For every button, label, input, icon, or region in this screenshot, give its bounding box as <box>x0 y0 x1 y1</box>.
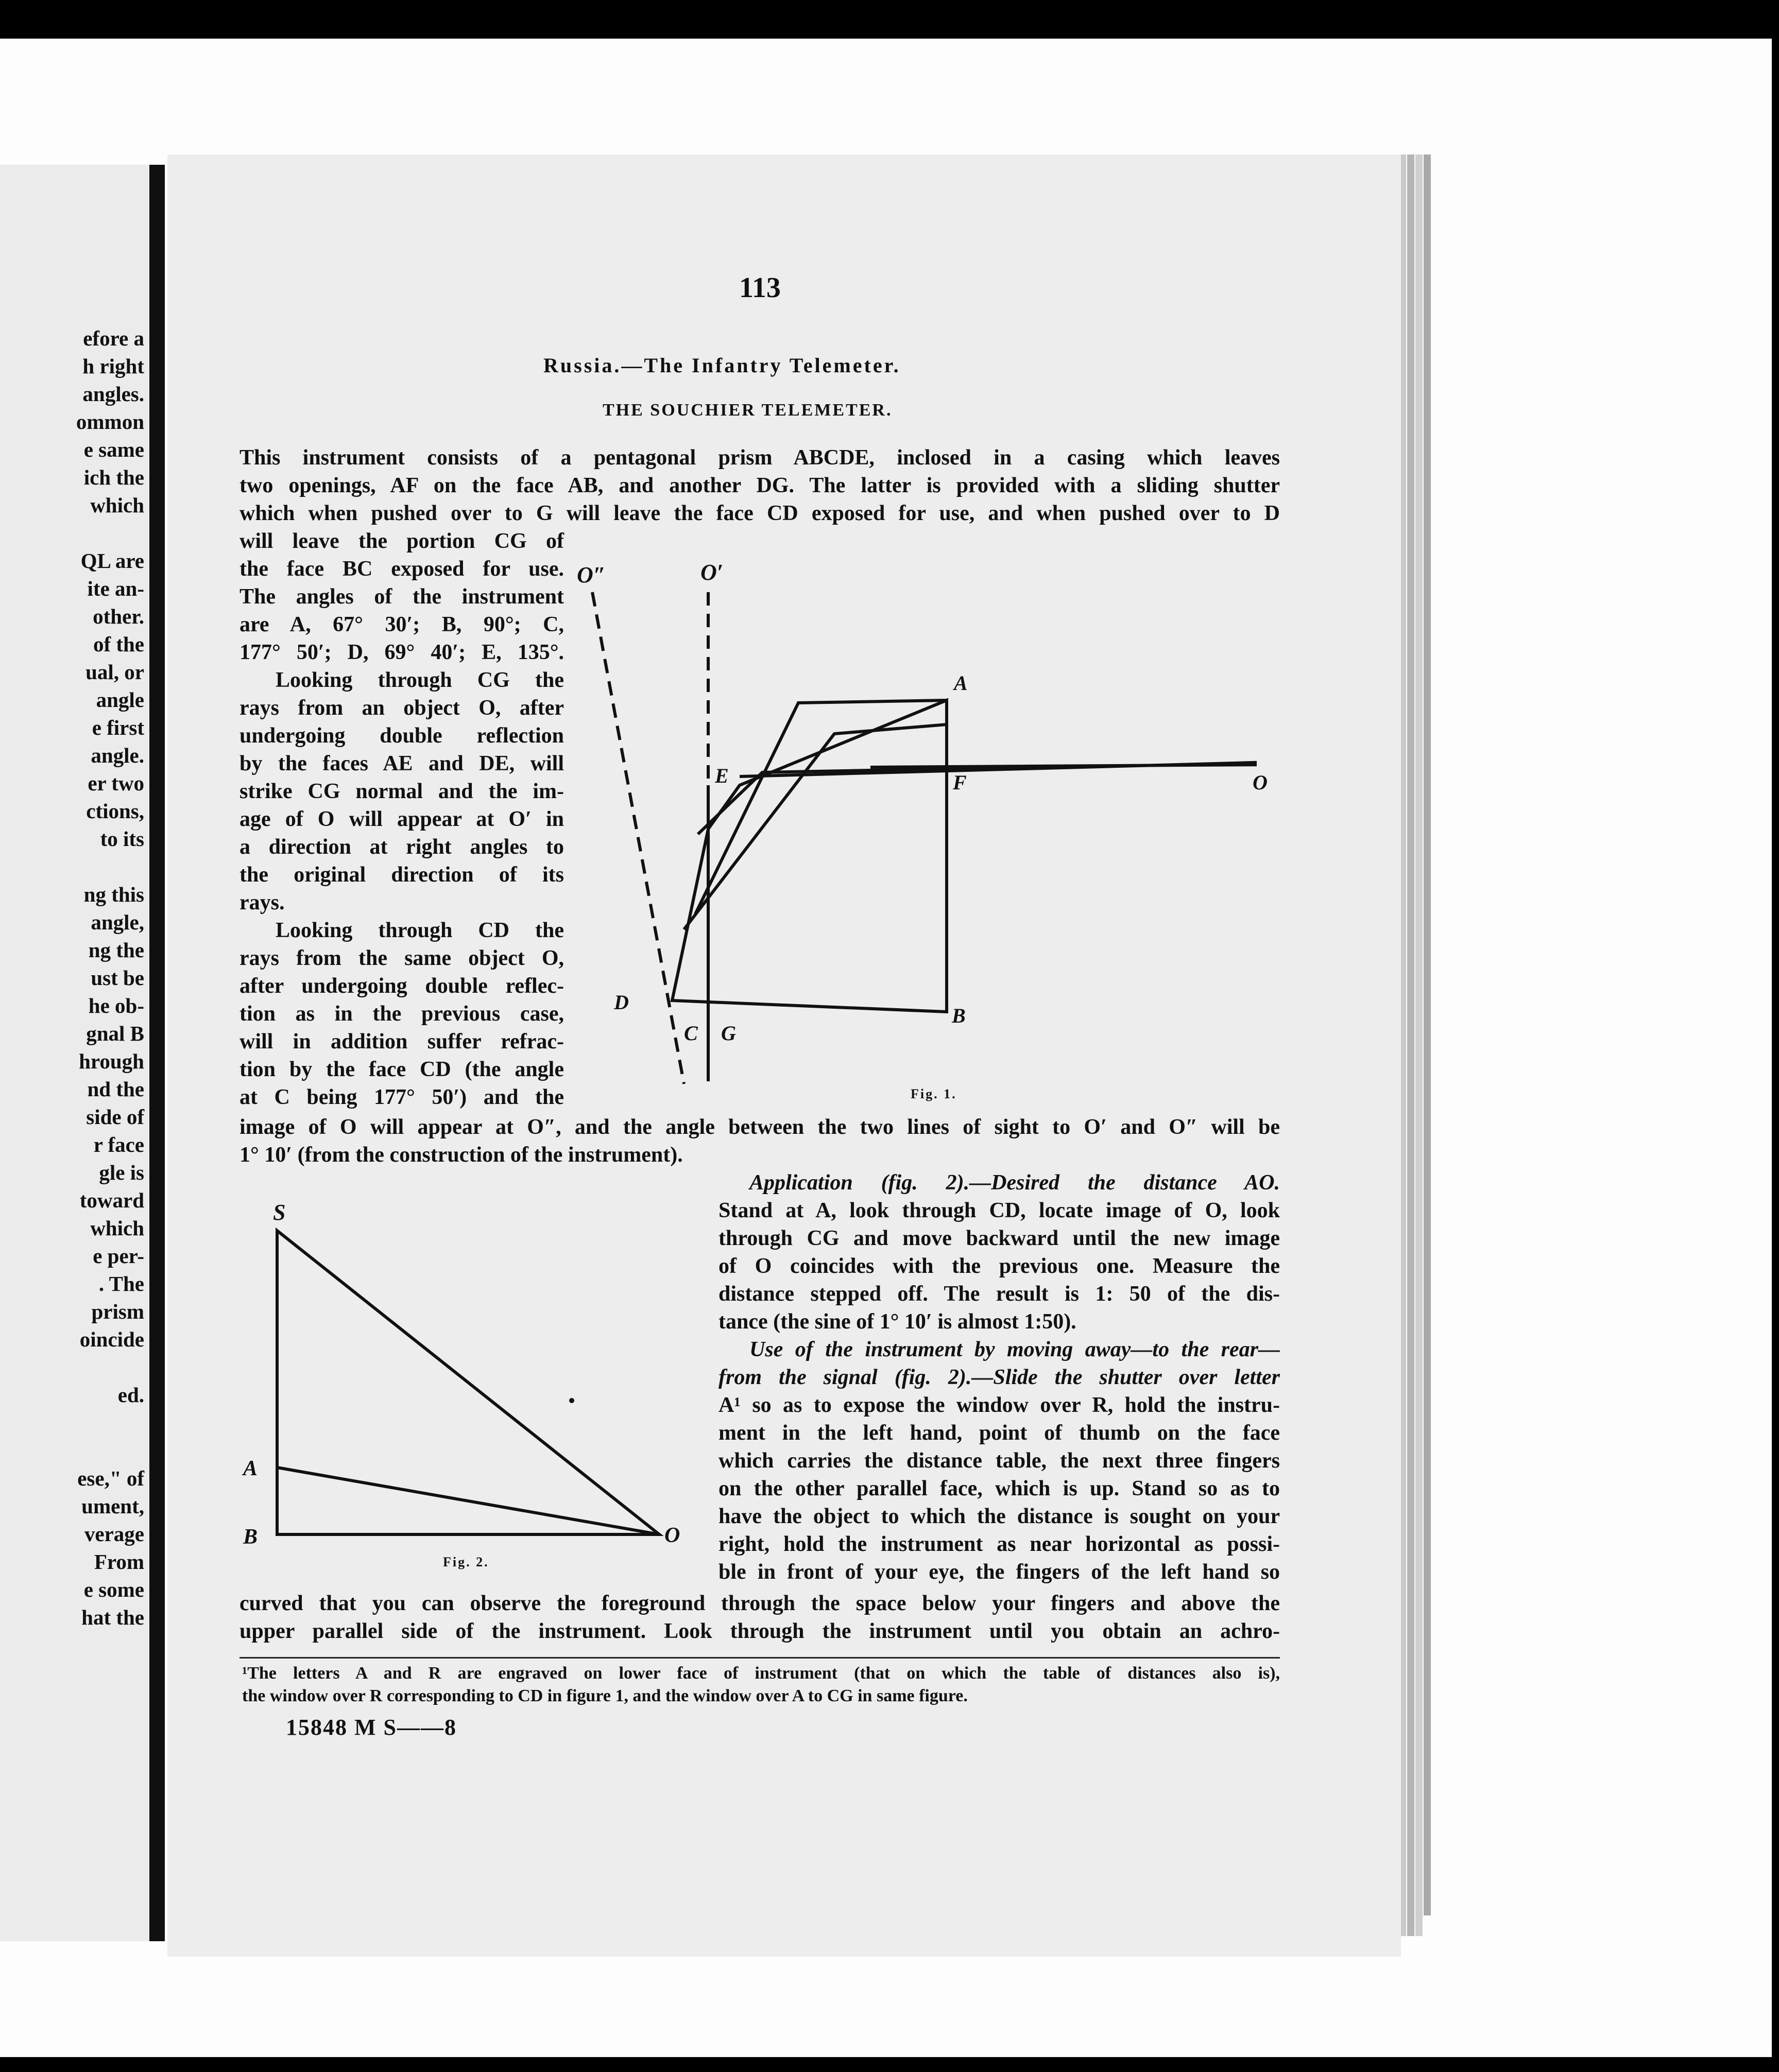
left-page-line: ual, or <box>85 660 144 684</box>
page-edge <box>1407 154 1414 1936</box>
body-line: are A, 67° 30′; B, 90°; C, <box>240 613 564 636</box>
ray-line <box>870 765 1257 767</box>
left-page-line: other. <box>93 605 144 628</box>
body-line: right, hold the instrument as near horizontal as possi- <box>719 1532 1280 1556</box>
body-line: will in addition suffer refrac- <box>240 1030 564 1054</box>
fig1-label-b: B <box>952 1004 966 1027</box>
body-line: rays from an object O, after <box>240 696 564 720</box>
fig1-label-o: O <box>1253 771 1268 794</box>
left-page-line: ich the <box>83 465 144 489</box>
fig2-caption: Fig. 2. <box>443 1555 489 1569</box>
body-line: image of O will appear at O″, and the angle between the two lines of sight to O′ and O″ will be <box>240 1115 1280 1139</box>
body-line: The angles of the instrument <box>240 585 564 609</box>
figure-1-diagram <box>567 554 1257 1104</box>
left-page-line: r face <box>93 1133 144 1156</box>
left-page-line: angle. <box>91 744 144 767</box>
fig1-label-o1: O′ <box>700 560 724 585</box>
body-line: tion as in the previous case, <box>240 1002 564 1026</box>
body-line: age of O will appear at O′ in <box>240 807 564 831</box>
body-line: of O coincides with the previous one. Measure the <box>719 1254 1280 1278</box>
body-line: tance (the sine of 1° 10′ is almost 1:50). <box>719 1310 1076 1334</box>
left-page-line: hat the <box>81 1605 144 1629</box>
footnote-rule <box>240 1657 1280 1659</box>
left-page-line: er two <box>88 771 144 795</box>
intro-line: This instrument consists of a pentagonal prism ABCDE, inclosed in a casing which leaves <box>240 446 1280 470</box>
left-page-line: e same <box>83 438 144 461</box>
left-page-line: QL are <box>80 549 144 573</box>
body-line: Looking through CD the <box>276 919 564 942</box>
body-line: after undergoing double reflec- <box>240 974 564 998</box>
left-page-line: ed. <box>117 1383 144 1407</box>
page-edge <box>1415 154 1423 1936</box>
left-page-line: nd the <box>87 1077 144 1101</box>
left-page-line: of the <box>93 632 144 656</box>
body-line: upper parallel side of the instrument. Look through the instrument until you obtain an achro- <box>240 1619 1280 1643</box>
body-line: Looking through CG the <box>276 668 564 692</box>
left-page-line: side of <box>86 1105 144 1129</box>
right-triangle <box>277 1231 659 1534</box>
body-line: ment in the left hand, point of thumb on the face <box>719 1421 1280 1445</box>
body-line: ble in front of your eye, the fingers of the left hand so <box>719 1560 1280 1584</box>
left-page-line: gnal B <box>86 1022 144 1045</box>
fig1-label-a: A <box>954 671 968 695</box>
body-line: the face BC exposed for use. <box>240 557 564 581</box>
left-page-line: ctions, <box>86 799 144 823</box>
body-line: strike CG normal and the im- <box>240 780 564 803</box>
left-page-line: prism <box>91 1300 144 1323</box>
body-line: curved that you can observe the foreground through the space below your fingers and above the <box>240 1592 1280 1615</box>
left-page-line: ite an- <box>87 577 144 600</box>
fig2-label-o: O <box>664 1524 680 1547</box>
body-line: at C being 177° 50′) and the <box>240 1085 564 1109</box>
left-page-line: ument, <box>81 1494 144 1518</box>
body-line: which carries the distance table, the next three fingers <box>719 1449 1280 1473</box>
left-page-line: which <box>90 1216 144 1240</box>
body-line: Stand at A, look through CD, locate image of O, look <box>719 1199 1280 1222</box>
left-page-line: ng the <box>88 938 144 962</box>
section-subtitle: THE SOUCHIER TELEMETER. <box>603 401 893 420</box>
left-page-line: which <box>90 493 144 517</box>
fig1-label-c: C <box>684 1022 698 1045</box>
body-line: by the faces AE and DE, will <box>240 752 564 775</box>
left-page-line: he ob- <box>88 994 144 1017</box>
left-page-line: to its <box>100 827 144 851</box>
fig1-label-o2: O″ <box>577 562 606 588</box>
body-line: a direction at right angles to <box>240 835 564 859</box>
fig1-label-d: D <box>614 991 629 1014</box>
body-line: on the other parallel face, which is up. Stand so as to <box>719 1477 1280 1500</box>
body-line: from the signal (fig. 2).—Slide the shutter over letter <box>719 1366 1280 1389</box>
ray-line <box>695 700 947 914</box>
left-page-line: h right <box>82 354 144 378</box>
footnote-line: the window over R corresponding to CD in figure 1, and the window over A to CG in same figure. <box>242 1686 968 1705</box>
fig2-label-b: B <box>243 1525 258 1549</box>
page-number: 113 <box>739 272 781 304</box>
left-page-line: angle <box>96 688 144 712</box>
dashed-sight-line-o2 <box>592 592 684 1084</box>
figure-2-diagram <box>232 1195 695 1545</box>
speck <box>569 1398 574 1403</box>
fig1-label-g: G <box>721 1022 736 1045</box>
body-line: Use of the instrument by moving away—to the rear— <box>749 1338 1280 1361</box>
left-page-line: . The <box>98 1272 144 1296</box>
body-line: through CG and move backward until the new image <box>719 1227 1280 1250</box>
printer-signature: 15848 M S——8 <box>286 1715 457 1740</box>
left-page-line: efore a <box>83 326 144 350</box>
intro-line: two openings, AF on the face AB, and another DG. The latter is provided with a sliding shutter <box>240 474 1280 497</box>
body-line: distance stepped off. The result is 1: 50 of the dis- <box>719 1282 1280 1306</box>
body-line: tion by the face CD (the angle <box>240 1058 564 1081</box>
left-page-line: gle is <box>99 1161 144 1184</box>
body-line: rays from the same object O, <box>240 946 564 970</box>
left-page-line: hrough <box>79 1049 144 1073</box>
fig1-caption: Fig. 1. <box>911 1086 957 1101</box>
book-spine <box>149 165 165 1941</box>
left-page-line: e first <box>92 716 144 739</box>
body-line: 177° 50′; D, 69° 40′; E, 135°. <box>240 641 564 664</box>
left-page-line: verage <box>84 1522 144 1546</box>
fig1-label-f: F <box>953 771 967 794</box>
fig2-label-a: A <box>243 1457 258 1480</box>
intro-line: which when pushed over to G will leave the face CD exposed for use, and when pushed over to D <box>240 502 1280 525</box>
fig2-label-s: S <box>273 1200 286 1225</box>
left-page-line: ng this <box>83 883 144 906</box>
left-page-line: From <box>94 1550 144 1574</box>
body-line: will leave the portion CG of <box>240 529 564 553</box>
left-page-line: ommon <box>76 410 144 434</box>
prism-outline <box>672 700 947 1012</box>
body-line: A¹ so as to expose the window over R, hold the instru- <box>719 1393 1280 1417</box>
left-page-line: ust be <box>91 966 144 990</box>
left-page-line: oincide <box>79 1327 144 1351</box>
page-edge <box>1424 154 1431 1915</box>
body-line: 1° 10′ (from the construction of the instrument). <box>240 1143 683 1167</box>
left-page-line: ese," of <box>77 1466 144 1490</box>
fig1-label-e: E <box>715 764 729 787</box>
left-page-line: toward <box>79 1188 144 1212</box>
line-a-to-o <box>277 1467 659 1534</box>
footnote-line: ¹The letters A and R are engraved on lower face of instrument (that on which the table of distances also is), <box>242 1664 1280 1683</box>
left-page-line: angles. <box>82 382 144 406</box>
body-line: undergoing double reflection <box>240 724 564 748</box>
page-title: Russia.—The Infantry Telemeter. <box>543 354 901 377</box>
body-line: Application (fig. 2).—Desired the distance AO. <box>749 1171 1280 1195</box>
body-line: have the object to which the distance is sought on your <box>719 1505 1280 1528</box>
left-page-line: e per- <box>93 1244 144 1268</box>
left-page-line: e some <box>83 1578 144 1601</box>
body-line: rays. <box>240 891 285 914</box>
left-page-line: angle, <box>91 910 144 934</box>
body-line: the original direction of its <box>240 863 564 887</box>
